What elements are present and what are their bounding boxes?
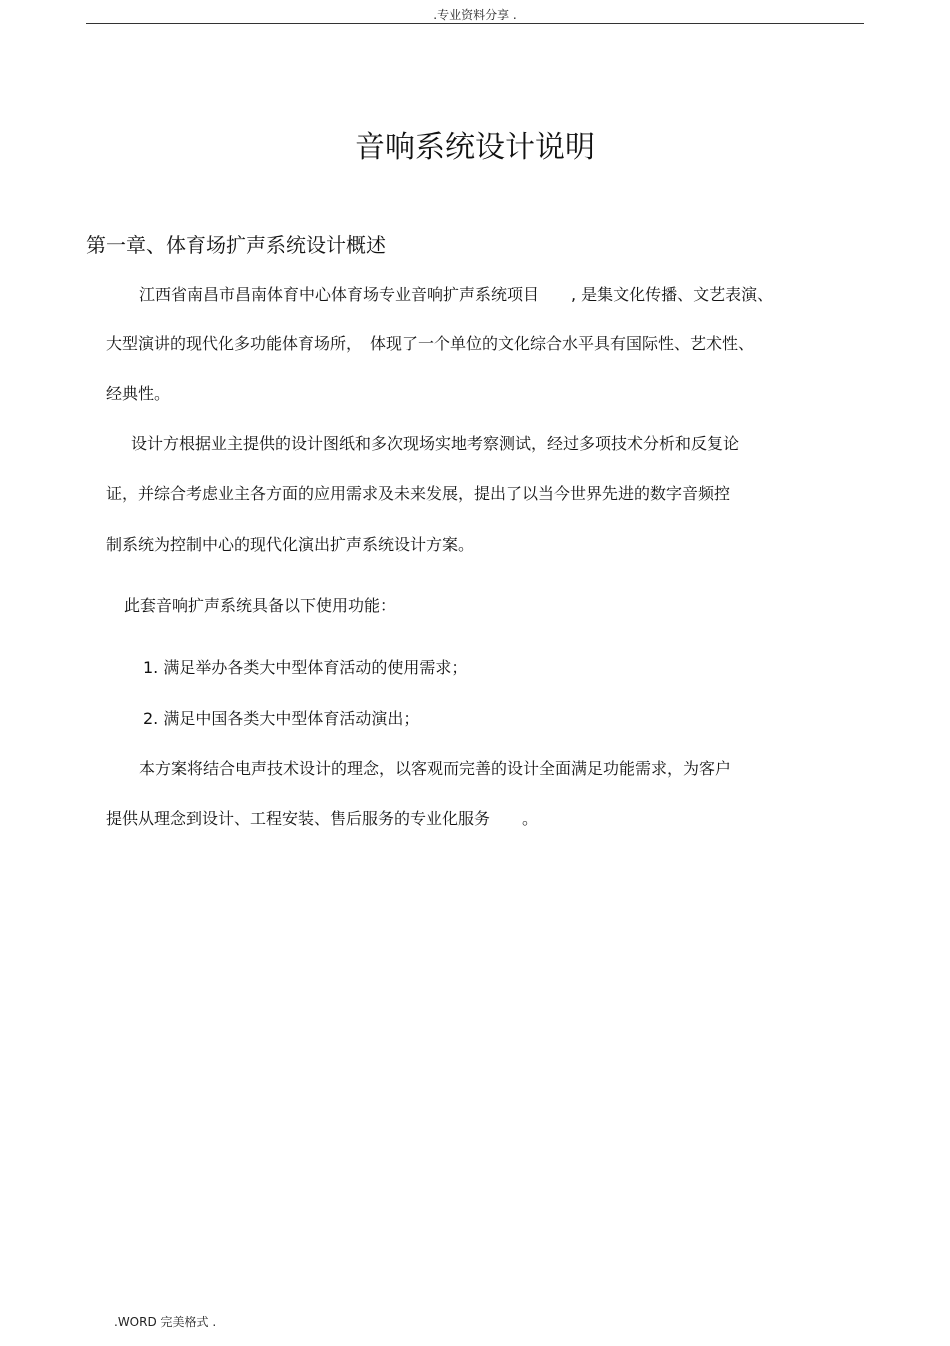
list-item: 2. 满足中国各类大中型体育活动演出； [143,709,420,728]
chapter-heading: 第一章、体育场扩声系统设计概述 [86,233,386,257]
header-divider [86,23,864,24]
paragraph-3-line-1: 本方案将结合电声技术设计的理念，以客观而完善的设计全面满足功能需求，为客户 [139,759,732,778]
paragraph-2-line-2: 证，并综合考虑业主各方面的应用需求及未来发展，提出了以当今世界先进的数字音频控 [106,484,731,503]
paragraph-1-line-2: 大型演讲的现代化多功能体育场所， 体现了一个单位的文化综合水平具有国际性、艺术性、 [106,334,755,353]
paragraph-3-line-2: 提供从理念到设计、工程安装、售后服务的专业化服务 。 [106,809,539,828]
list-item: 1. 满足举办各类大中型体育活动的使用需求； [143,658,468,677]
page-footer: .WORD 完美格式 . [114,1315,217,1329]
functions-intro: 此套音响扩声系统具备以下使用功能： [124,596,397,615]
paragraph-2-line-3: 制系统为控制中心的现代化演出扩声系统设计方案。 [106,535,475,554]
paragraph-2-line-1: 设计方根据业主提供的设计图纸和多次现场实地考察测试，经过多项技术分析和反复论 [131,434,740,453]
document-title: 音响系统设计说明 [355,130,595,165]
page-header: .专业资料分享 . [433,8,517,22]
paragraph-1-line-3: 经典性。 [106,384,171,403]
paragraph-1-line-1: 江西省南昌市昌南体育中心体育场专业音响扩声系统项目 , 是集文化传播、文艺表演、 [139,285,774,304]
